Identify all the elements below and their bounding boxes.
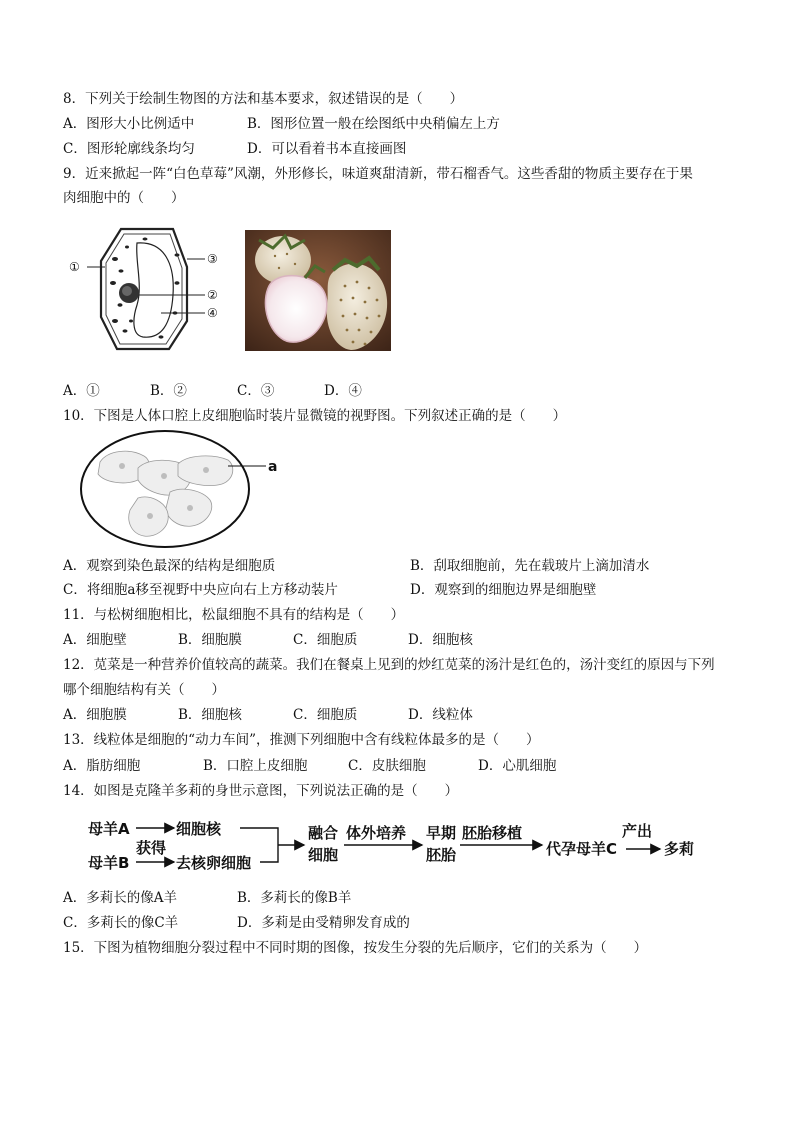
q13-option-c: C．皮肤细胞	[348, 758, 426, 774]
dolly-clone-flow-diagram	[86, 814, 706, 876]
fusion-label-1: 融合	[308, 824, 339, 842]
q11-option-a: A．细胞壁	[63, 632, 127, 648]
q9-stem-line1: 9．近来掀起一阵“白色草莓”风潮，外形修长，味道爽甜清新，带石榴香气。这些香甜的物质主要存在于果	[63, 166, 693, 182]
transfer-label: 胚胎移植	[462, 824, 523, 842]
q12-option-d: D．线粒体	[408, 707, 473, 723]
early-embryo-label-2: 胚胎	[426, 846, 457, 864]
q14-option-b: B．多莉长的像B羊	[237, 890, 352, 906]
q11-option-c: C．细胞质	[293, 632, 358, 648]
q10-option-a: A．观察到染色最深的结构是细胞质	[63, 558, 276, 574]
q10-option-b: B．刮取细胞前，先在载玻片上滴加清水	[410, 558, 650, 574]
q11-option-b: B．细胞膜	[178, 632, 242, 648]
white-strawberry-photo	[245, 230, 391, 351]
q12-stem-line1: 12．苋菜是一种营养价值较高的蔬菜。我们在餐桌上见到的炒红苋菜的汤汁是红色的，汤汁变红的原因与下列	[63, 657, 715, 673]
microscope-field-diagram	[78, 428, 288, 552]
q8-option-d: D．可以看着书本直接画图	[247, 141, 407, 157]
dolly-label: 多莉	[664, 840, 695, 858]
q8-option-b: B．图形位置一般在绘图纸中央稍偏左上方	[247, 116, 500, 132]
obtain-label: 获得	[136, 839, 167, 857]
culture-label: 体外培养	[346, 824, 407, 842]
q10-option-c: C．将细胞a移至视野中央应向右上方移动装片	[63, 582, 338, 598]
q9-option-b: B．②	[150, 383, 187, 399]
cell-label-4: ④	[207, 306, 218, 320]
q8-stem: 8．下列关于绘制生物图的方法和基本要求，叙述错误的是（ ）	[63, 91, 464, 107]
fusion-label-2: 细胞	[308, 846, 339, 864]
q9-option-a: A．①	[63, 383, 100, 399]
sheep-b-label: 母羊B	[88, 854, 130, 872]
q9-option-d: D．④	[324, 383, 362, 399]
cell-label-2: ②	[207, 288, 218, 302]
q14-option-d: D．多莉是由受精卵发育成的	[237, 915, 410, 931]
q9-stem-line2: 肉细胞中的（ ）	[63, 190, 185, 206]
q14-stem: 14．如图是克隆羊多莉的身世示意图，下列说法正确的是（ ）	[63, 783, 459, 799]
sheep-a-label: 母羊A	[88, 820, 130, 838]
cell-label-3: ③	[207, 252, 218, 266]
q9-option-c: C．③	[237, 383, 275, 399]
q13-option-a: A．脂肪细胞	[63, 758, 141, 774]
q13-option-d: D．心肌细胞	[478, 758, 557, 774]
q12-option-b: B．细胞核	[178, 707, 242, 723]
q11-option-d: D．细胞核	[408, 632, 473, 648]
q13-stem: 13．线粒体是细胞的“动力车间”，推测下列细胞中含有线粒体最多的是（ ）	[63, 732, 540, 748]
early-embryo-label-1: 早期	[426, 824, 457, 842]
q12-stem-line2: 哪个细胞结构有关（ ）	[63, 682, 225, 698]
q10-stem: 10．下图是人体口腔上皮细胞临时装片显微镜的视野图。下列叙述正确的是（ ）	[63, 408, 567, 424]
nucleus-label: 细胞核	[176, 820, 222, 838]
q15-stem: 15．下图为植物细胞分裂过程中不同时期的图像，按发生分裂的先后顺序，它们的关系为（ ）	[63, 940, 648, 956]
plant-cell-diagram	[65, 225, 235, 355]
cell-label-a: a	[268, 459, 278, 475]
q12-option-c: C．细胞质	[293, 707, 358, 723]
enucleated-egg-label: 去核卵细胞	[176, 854, 252, 872]
q14-option-a: A．多莉长的像A羊	[63, 890, 177, 906]
produce-label: 产出	[622, 822, 653, 840]
surrogate-label: 代孕母羊C	[546, 840, 618, 858]
q13-option-b: B．口腔上皮细胞	[203, 758, 308, 774]
q11-stem: 11．与松树细胞相比，松鼠细胞不具有的结构是（ ）	[63, 607, 405, 623]
q8-option-a: A．图形大小比例适中	[63, 116, 195, 132]
q12-option-a: A．细胞膜	[63, 707, 127, 723]
q8-option-c: C．图形轮廓线条均匀	[63, 141, 195, 157]
cell-label-1: ①	[69, 260, 80, 274]
q10-option-d: D．观察到的细胞边界是细胞壁	[410, 582, 597, 598]
q14-option-c: C．多莉长的像C羊	[63, 915, 179, 931]
